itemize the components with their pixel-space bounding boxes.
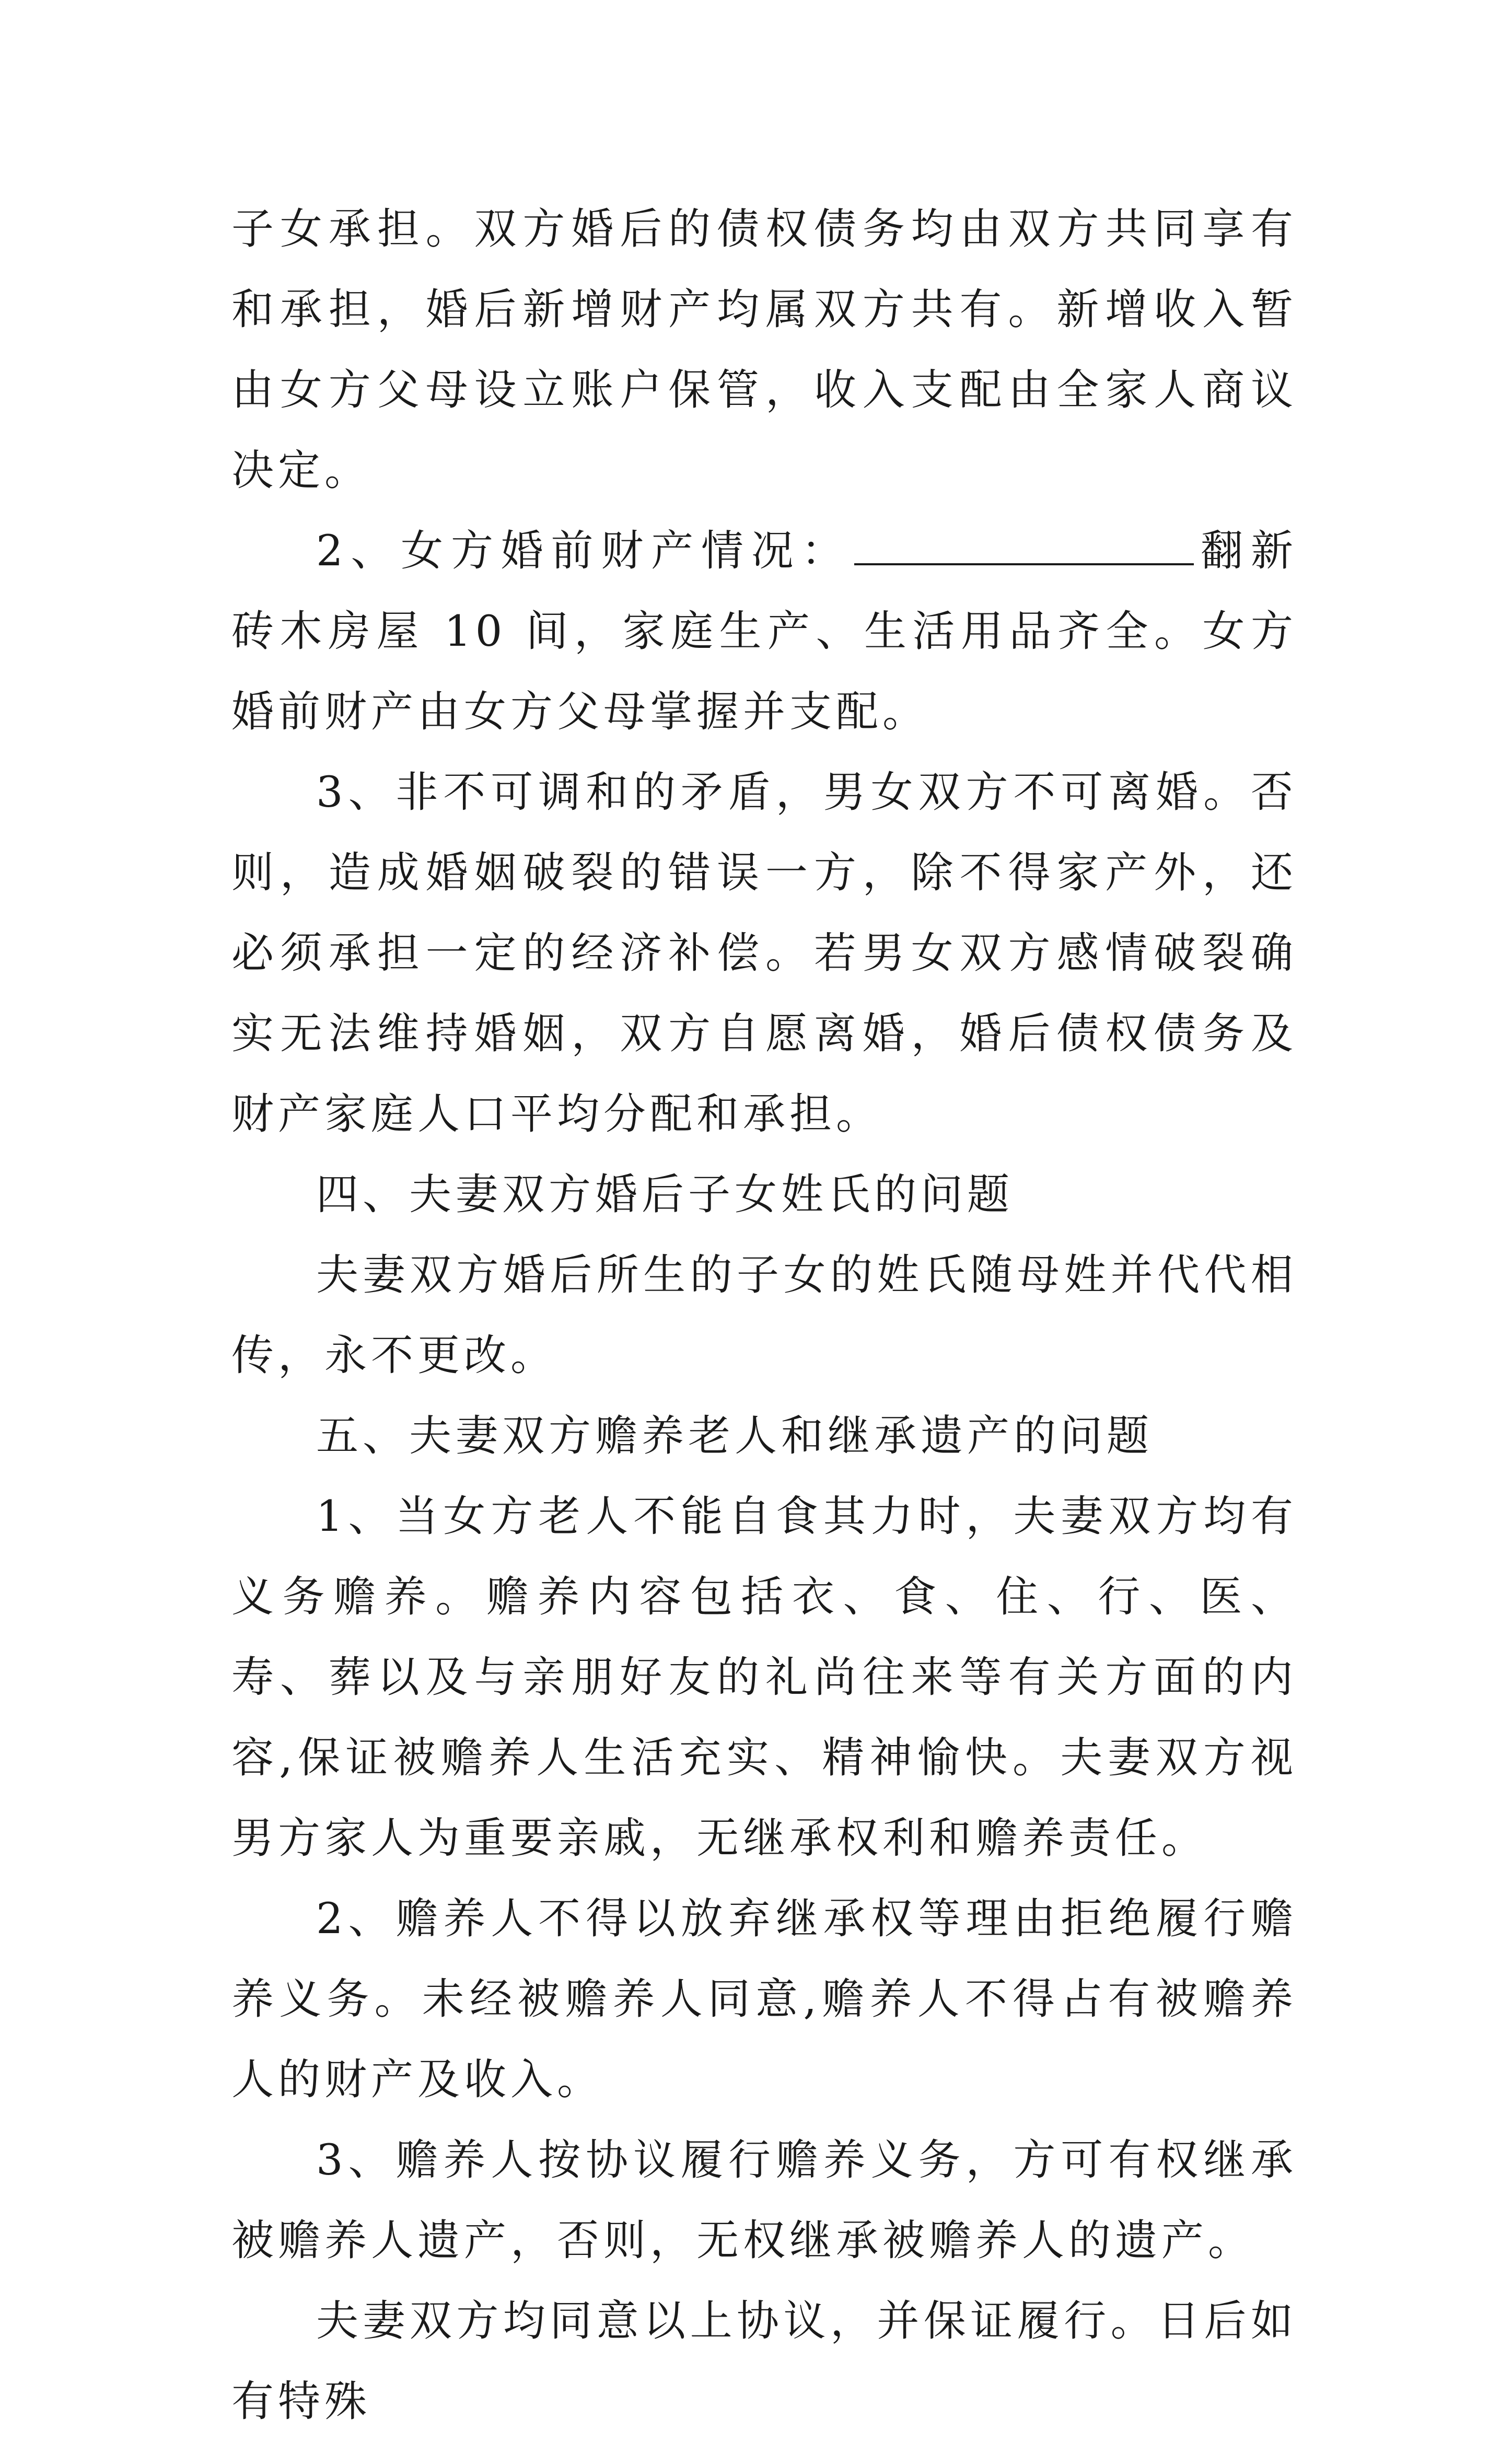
blank-fill-line — [854, 521, 1194, 565]
paragraph-children-surname: 夫妻双方婚后所生的子女的姓氏随母姓并代代相传，永不更改。 — [231, 1251, 1297, 1380]
paragraph-divorce-terms: 3、非不可调和的矛盾，男女双方不可离婚。否则，造成婚姻破裂的错误一方，除不得家产外，还必须承担一定的经济补偿。若男女双方感情破裂确实无法维持婚姻，双方自愿离婚，婚后债权债务及财产家庭人口平均分配和承担。 — [231, 768, 1297, 1139]
paragraph-inheritance-right: 3、赡养人按协议履行赡养义务，方可有权继承被赡养人遗产，否则，无权继承被赡养人的遗产。 — [231, 2136, 1297, 2265]
document-body — [231, 189, 1297, 2442]
section-heading-support-inheritance: 五、夫妻双方赡养老人和继承遗产的问题 — [316, 1412, 1154, 1461]
paragraph-elder-support: 1、当女方老人不能自食其力时，夫妻双方均有义务赡养。赡养内容包括衣、食、住、行、医、寿、葬以及与亲朋好友的礼尚往来等有关方面的内容,保证被赡养人生活充实、精神愉快。夫妻双方视男方家人为重要亲戚，无继承权利和赡养责任。 — [231, 1492, 1297, 1863]
paragraph-agreement-closing: 夫妻双方均同意以上协议，并保证履行。日后如有特殊 — [231, 2297, 1297, 2426]
paragraph-support-obligation: 2、赡养人不得以放弃继承权等理由拒绝履行赡养义务。未经被赡养人同意,赡养人不得占有被赡养人的财产及收入。 — [231, 1894, 1297, 2104]
paragraph-female-premarital-property — [231, 511, 1297, 752]
property-label: 2、女方婚前财产情况： — [316, 527, 852, 576]
paragraph-debt-property: 子女承担。双方婚后的债权债务均由双方共同享有和承担，婚后新增财产均属双方共有。新增收入暂由女方父母设立账户保管，收入支配由全家人商议决定。 — [231, 205, 1297, 495]
section-heading-children-surname: 四、夫妻双方婚后子女姓氏的问题 — [316, 1170, 1014, 1219]
property-description: 翻新砖木房屋 10 间，家庭生产、生活用品齐全。女方婚前财产由女方父母掌握并支配。 — [231, 527, 1297, 737]
